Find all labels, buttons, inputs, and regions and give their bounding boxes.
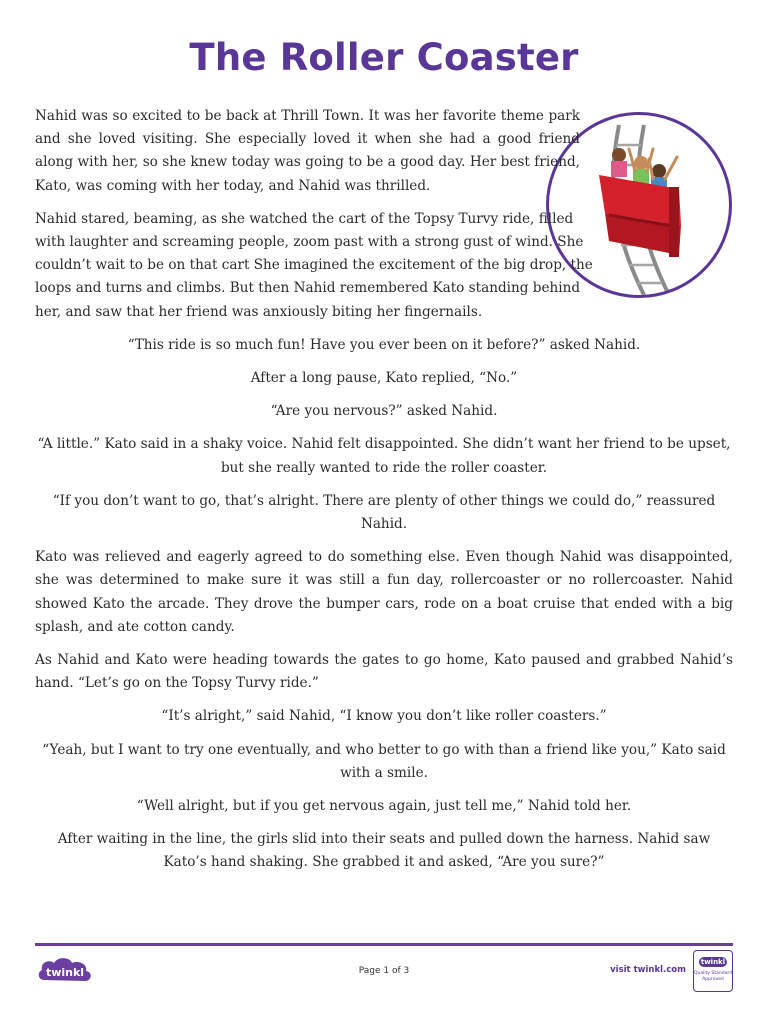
story-paragraph: After waiting in the line, the girls slid into their seats and pulled down the harness. Nahid saw Kato’s hand shaking. She grabbed it and asked, “Are you sure?” [57, 831, 711, 871]
dialogue-line: “A little.” Kato said in a shaky voice. Nahid felt disappointed. She didn’t want her friend to be upset, but she really wanted to ride the roller coaster. [37, 436, 731, 476]
footer-divider [35, 943, 733, 946]
dialogue-line: After a long pause, Kato replied, “No.” [250, 370, 518, 387]
story-paragraph: Nahid was so excited to be back at Thrill Town. It was her favorite theme park and she loved visiting. She especially loved it when she had a good friend along with her, so she knew today was going to be a good day. Her best friend, Kato, was coming with her today, and Nahid was thrilled. [35, 108, 580, 194]
website-link[interactable]: visit twinkl.com [610, 965, 686, 975]
dialogue-line: “Yeah, but I want to try one eventually, and who better to go with than a friend like you,” Kato said with a smile. [42, 741, 726, 781]
dialogue-line: “Are you nervous?” asked Nahid. [270, 403, 498, 420]
badge-caption: Quality Standard Approved [694, 971, 732, 982]
story-paragraph: As Nahid and Kato were heading towards the gates to go home, Kato paused and grabbed Nahid’s hand. “Let’s go on the Topsy Turvy ride.” [35, 652, 733, 692]
story-text [35, 105, 733, 885]
dialogue-line: “If you don’t want to go, that’s alright. There are plenty of other things we could do,” reassured Nahid. [52, 492, 716, 533]
page-number: Page 1 of 3 [358, 966, 410, 976]
badge-brand: twinkl [700, 958, 726, 966]
dialogue-line: “It’s alright,” said Nahid, “I know you don’t like roller coasters.” [161, 708, 607, 725]
story-paragraph: Nahid stared, beaming, as she watched the cart of the Topsy Turvy ride, filled with laughter and screaming people, zoom past with a strong gust of wind. She couldn’t wait to be on that cart She imagined the excitement of the big drop, the loops and turns and climbs. But then Nahid remembered Kato standing behind her, and saw that her friend was anxiously biting her fingernails. [35, 210, 593, 320]
page-title: The Roller Coaster [189, 36, 579, 79]
dialogue-line: “Well alright, but if you get nervous again, just tell me,” Nahid told her. [136, 798, 632, 815]
story-paragraph: Kato was relieved and eagerly agreed to do something else. Even though Nahid was disappointed, she was determined to make sure it was still a fun day, rollercoaster or no rollercoaster. Nahid showed Kato the arcade. They drove the bumper cars, rode on a boat cruise that ended with a big splash, and ate cotton candy. [35, 549, 733, 635]
logo-text: twinkl [45, 966, 85, 979]
dialogue-line: “This ride is so much fun! Have you ever been on it before?” asked Nahid. [127, 336, 641, 353]
quality-badge-icon [693, 950, 733, 992]
